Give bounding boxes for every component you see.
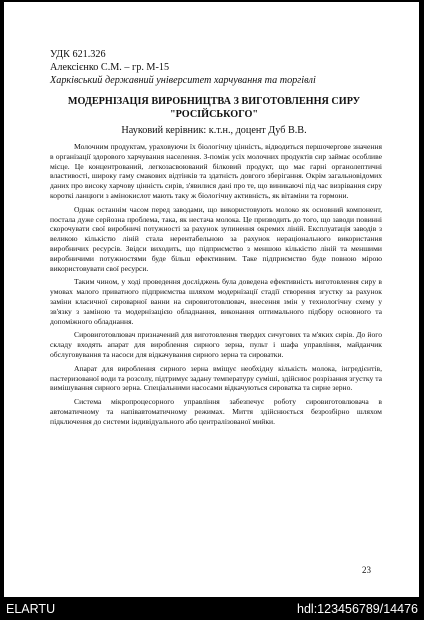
repository-name: ELARTU [6, 602, 56, 616]
footer-bar [0, 597, 424, 620]
paragraph: Система мікропроцесорного управління забезпечує роботу сировиготовлювача в автоматичному та напівавтоматичному режимах. Миття здійснюється безрозбірно шляхом підключення до системи індивідуального або централізованої мийки. [50, 397, 382, 426]
handle-identifier: hdl:123456789/14476 [297, 602, 418, 616]
udk-code: УДК 621.326 [50, 49, 106, 60]
header-block [50, 48, 390, 87]
author-line: Алексієнко С.М. – гр. М-15 [50, 62, 170, 73]
paragraph: Молочним продуктам, ураховуючи їх біологічну цінність, відводиться першочергове значення в організації здорового харчування населення. З-поміж усіх молочних продуктів сир займає особливе місце. Це концентрований, легкозасвоюваний білковий продукт, що має гарні органолептичні властивості, широку гаму смакових відтінків та здатність довгого зберігання. Окрім загальновідомих даних про високу харчову цінність сирів, з'явилися дані про те, що виникаючі під час визрівання сиру короткі ланцюги з амінокислот мають таку ж біологічну активність, як вітаміни та гормони. [50, 142, 382, 200]
paragraph: Сировиготовлювач призначений для виготовлення твердих сичугових та м'яких сирів. До його складу входять апарат для вироблення сирного зерна, пульт і шафа управління, майданчик обслуговування та насоси для відкачування сирного зерна та сироватки. [50, 330, 382, 359]
paragraph: Таким чином, у ході проведення досліджень була доведена ефективність виготовлення сиру в умовах малого приватного підприємства шляхом модернізації стадії створення згустку за рахунок заміни класичної сироварної ванни на сировиготовлювач, внесення змін у технологічну схему у зв'язку з заміною та модернізацією обладнання, виконання оптимального підбору основного та допоміжного обладнання. [50, 277, 382, 326]
paragraph: Апарат для вироблення сирного зерна вміщує необхідну кількість молока, інгредієнтів, пастеризованої води та розсолу, підтримує задану температуру суміші, здійснює розрізання згустку та вимішування сирного зерна. Спеціальними насосами відкачуються сироватка та сирне зерно. [50, 363, 382, 393]
document-page [4, 2, 419, 597]
advisor-line: Науковий керівник: к.т.н., доцент Дуб В.В. [121, 125, 307, 136]
institution-line: Харківський державний університет харчування та торгівлі [50, 75, 316, 86]
body-text [50, 142, 382, 431]
page-number: 23 [362, 565, 371, 575]
paragraph: Однак останнім часом перед заводами, що використовують молоко як основний компонент, постала дуже серйозна проблема, така, як нестача молока. Це призводить до того, що заводи повинні скорочувати свої виробничі потужності за рахунок зупинення окремих ліній. Експлуатація заводів з великою кількістю ліній стала нерентабельною за рахунок нераціонального використання виробничих ресурсів. Звідси виходить, що підприємство з меншою кількістю ліній та меншими виробничими потужностями буде більш ефективним. Таке підприємство буде повною мірою використовувати свої ресурси. [50, 204, 382, 273]
paper-title: МОДЕРНІЗАЦІЯ ВИРОБНИЦТВА З ВИГОТОВЛЕННЯ СИРУ "РОСІЙСЬКОГО" [67, 96, 361, 120]
